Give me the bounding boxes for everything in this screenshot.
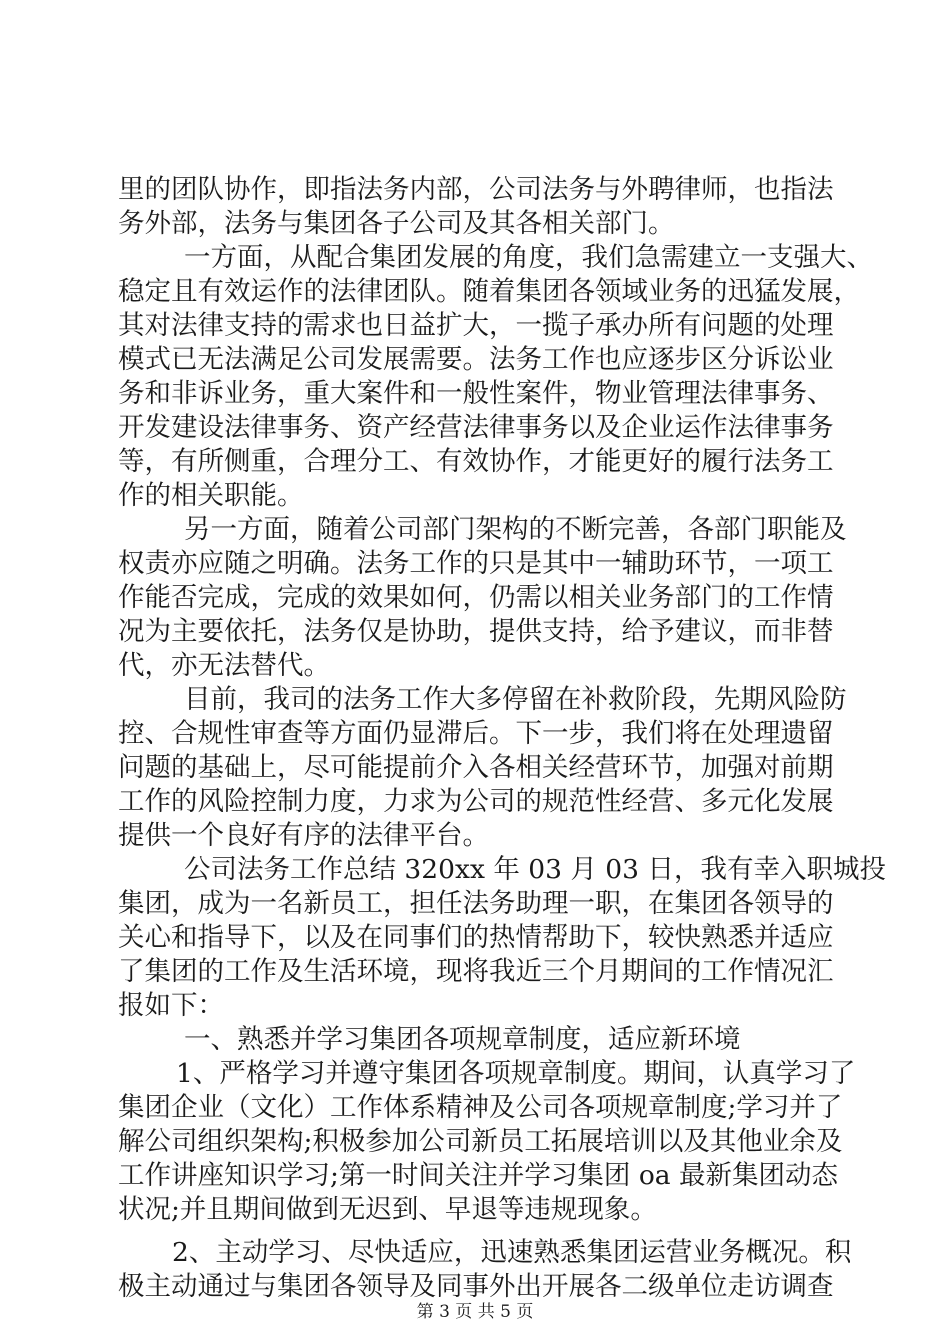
body-line: 务外部，法务与集团各子公司及其各相关部门。: [118, 208, 675, 239]
body-line: 控、合规性审查等方面仍显滞后。下一步，我们将在处理遗留: [118, 718, 834, 749]
body-line: 目前，我司的法务工作大多停留在补救阶段，先期风险防: [184, 684, 847, 715]
body-line: 1、严格学习并遵守集团各项规章制度。期间，认真学习了: [176, 1058, 856, 1089]
body-line: 里的团队协作，即指法务内部，公司法务与外聘律师，也指法: [118, 174, 834, 205]
body-line: 作的相关职能。: [118, 480, 304, 511]
page-number: 第 3 页 共 5 页: [416, 1302, 534, 1322]
body-line: 工作的风险控制力度，力求为公司的规范性经营、多元化发展: [118, 786, 834, 817]
body-line: 开发建设法律事务、资产经营法律事务以及企业运作法律事务: [118, 412, 834, 443]
body-line: 工作讲座知识学习;第一时间关注并学习集团 oa 最新集团动态: [118, 1160, 839, 1191]
body-line: 其对法律支持的需求也日益扩大，一揽子承办所有问题的处理: [118, 310, 834, 341]
body-line: 一方面，从配合集团发展的角度，我们急需建立一支强大、: [184, 242, 873, 273]
body-line: 解公司组织架构;积极参加公司新员工拓展培训以及其他业余及: [118, 1126, 843, 1157]
body-line: 提供一个良好有序的法律平台。: [118, 820, 489, 851]
body-line: 等，有所侧重，合理分工、有效协作，才能更好的履行法务工: [118, 446, 834, 477]
body-line: 问题的基础上，尽可能提前介入各相关经营环节，加强对前期: [118, 752, 834, 783]
body-line: 权责亦应随之明确。法务工作的只是其中一辅助环节，一项工: [118, 548, 834, 579]
body-line: 模式已无法满足公司发展需要。法务工作也应逐步区分诉讼业: [118, 344, 834, 375]
body-line: 报如下：: [118, 990, 224, 1021]
body-line: 另一方面，随着公司部门架构的不断完善，各部门职能及: [184, 514, 847, 545]
body-line: 状况;并且期间做到无迟到、早退等违规现象。: [118, 1194, 657, 1225]
body-line: 稳定且有效运作的法律团队。随着集团各领域业务的迅猛发展，: [118, 276, 860, 307]
body-line: 公司法务工作总结 320xx 年 03 月 03 日，我有幸入职城投: [184, 854, 886, 885]
body-line: 2、主动学习、尽快适应，迅速熟悉集团运营业务概况。积: [172, 1237, 852, 1268]
body-line: 了集团的工作及生活环境，现将我近三个月期间的工作情况汇: [118, 956, 834, 987]
body-line: 作能否完成，完成的效果如何，仍需以相关业务部门的工作情: [118, 582, 834, 613]
body-line: 关心和指导下，以及在同事们的热情帮助下，较快熟悉并适应: [118, 922, 834, 953]
body-line: 集团，成为一名新员工，担任法务助理一职，在集团各领导的: [118, 888, 834, 919]
body-line: 况为主要依托，法务仅是协助，提供支持，给予建议，而非替: [118, 616, 834, 647]
section-heading: 一、熟悉并学习集团各项规章制度，适应新环境: [184, 1024, 741, 1055]
body-line: 极主动通过与集团各领导及同事外出开展各二级单位走访调查: [118, 1271, 834, 1302]
body-line: 集团企业（文化）工作体系精神及公司各项规章制度;学习并了: [118, 1092, 843, 1123]
body-line: 代，亦无法替代。: [118, 650, 330, 681]
body-line: 务和非诉业务，重大案件和一般性案件，物业管理法律事务、: [118, 378, 834, 409]
